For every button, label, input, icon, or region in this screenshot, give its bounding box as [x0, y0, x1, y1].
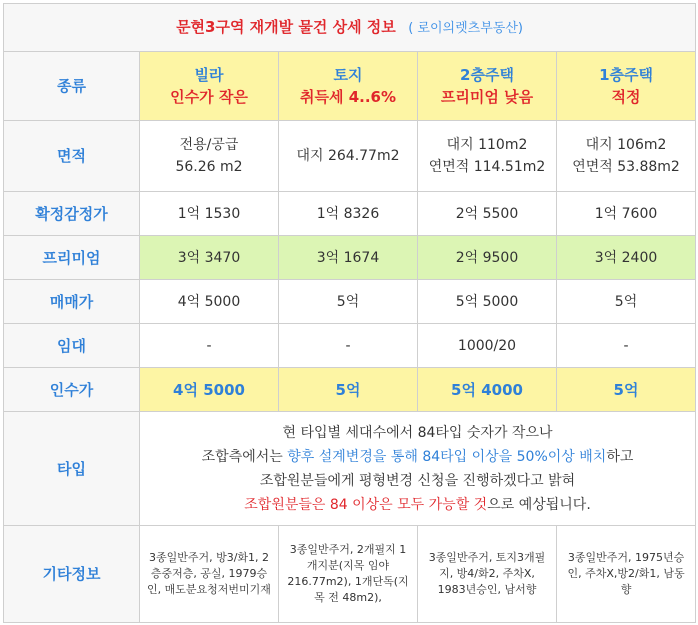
type-name: 토지: [333, 66, 363, 84]
area-line: 대지 110m2: [446, 137, 528, 153]
sale-price-cell: 4억 5000: [140, 280, 279, 324]
type-desc-text: 으로 예상됩니다.: [487, 496, 591, 513]
etc-cell: 3종일반주거, 1975년승인, 주차X,방2/화1, 남동향: [557, 526, 696, 623]
acquisition-cell: 5억 4000: [418, 368, 557, 412]
type-desc-text: 조합측에서는: [201, 448, 288, 465]
row-header-area: 면적: [4, 121, 140, 192]
acquisition-cell: 4억 5000: [140, 368, 279, 412]
page-title: 문현3구역 재개발 물건 상세 정보: [176, 17, 396, 36]
type-note: 프리미엄 낮음: [440, 88, 534, 106]
area-cell: [140, 121, 279, 192]
type-name: 1층주택: [599, 66, 653, 84]
title-row: [4, 4, 696, 52]
row-header-rent: 임대: [4, 324, 140, 368]
row-header-tapip: 타입: [4, 412, 140, 526]
type-desc-highlight: 조합원분들은 84 이상은 모두 가능할 것: [244, 496, 488, 513]
etc-cell: 3종일반주거, 토지3개필지, 방4/화2, 주차X, 1983년승인, 남서향: [418, 526, 557, 623]
area-line: 대지 106m2: [585, 137, 667, 153]
premium-cell: 3억 3470: [140, 236, 279, 280]
type-desc-text: 하고: [606, 448, 634, 465]
appraisal-cell: 1억 7600: [557, 192, 696, 236]
sale-price-cell: 5억 5000: [418, 280, 557, 324]
area-cell: [418, 121, 557, 192]
row-header-etc: 기타정보: [4, 526, 140, 623]
area-row: [4, 121, 696, 192]
type-description: [140, 412, 696, 526]
area-line: 대지 264.77m2: [296, 148, 400, 164]
area-line: 56.26 m2: [175, 159, 243, 175]
sale-price-row: [4, 280, 696, 324]
etc-cell: 3종일반주거, 방3/화1, 2층중저층, 공실, 1979승인, 매도분요청저번미기재: [140, 526, 279, 623]
type-row: [4, 52, 696, 121]
type-cell: [557, 52, 696, 121]
premium-cell: 3억 2400: [557, 236, 696, 280]
type-note-row: [4, 412, 696, 526]
etc-row: [4, 526, 696, 623]
type-cell: [418, 52, 557, 121]
area-line: 연면적 53.88m2: [572, 159, 680, 175]
rent-cell: 1000/20: [418, 324, 557, 368]
row-header-acquisition: 인수가: [4, 368, 140, 412]
premium-cell: 3억 1674: [279, 236, 418, 280]
area-line: 전용/공급: [179, 137, 239, 153]
row-header-type: 종류: [4, 52, 140, 121]
property-detail-table: [3, 3, 696, 623]
area-cell: [557, 121, 696, 192]
rent-cell: -: [557, 324, 696, 368]
rent-cell: -: [140, 324, 279, 368]
acquisition-cell: 5억: [279, 368, 418, 412]
area-line: 연면적 114.51m2: [428, 159, 546, 175]
premium-cell: 2억 9500: [418, 236, 557, 280]
row-header-premium: 프리미엄: [4, 236, 140, 280]
acquisition-cell: 5억: [557, 368, 696, 412]
page-subtitle: ( 로이의렛츠부동산): [408, 20, 523, 36]
etc-cell: 3종일반주거, 2개필지 1개지분(지목 임야 216.77m2), 1개단독(지목 전 48m2),: [279, 526, 418, 623]
sale-price-cell: 5억: [557, 280, 696, 324]
appraisal-cell: 1억 8326: [279, 192, 418, 236]
type-desc-line: [144, 445, 691, 469]
area-cell: [279, 121, 418, 192]
type-desc-line: 현 타입별 세대수에서 84타입 숫자가 작으나: [282, 424, 553, 441]
type-desc-line: 조합원분들에게 평형변경 신청을 진행하겠다고 밝혀: [259, 472, 576, 489]
type-note: 적정: [611, 88, 641, 106]
rent-cell: -: [279, 324, 418, 368]
type-desc-highlight: 향후 설계변경을 통해 84타입 이상을 50%이상 배치: [287, 448, 607, 465]
appraisal-cell: 1억 1530: [140, 192, 279, 236]
type-cell: [279, 52, 418, 121]
type-cell: [140, 52, 279, 121]
row-header-appraisal: 확정감정가: [4, 192, 140, 236]
type-name: 빌라: [194, 66, 224, 84]
type-note: 인수가 작은: [170, 88, 248, 106]
premium-row: [4, 236, 696, 280]
appraisal-cell: 2억 5500: [418, 192, 557, 236]
rent-row: [4, 324, 696, 368]
sale-price-cell: 5억: [279, 280, 418, 324]
type-desc-line: [144, 493, 691, 517]
appraisal-row: [4, 192, 696, 236]
title-cell: [4, 4, 696, 52]
type-name: 2층주택: [460, 66, 514, 84]
acquisition-row: [4, 368, 696, 412]
type-note: 취득세 4..6%: [300, 88, 396, 106]
row-header-sale-price: 매매가: [4, 280, 140, 324]
